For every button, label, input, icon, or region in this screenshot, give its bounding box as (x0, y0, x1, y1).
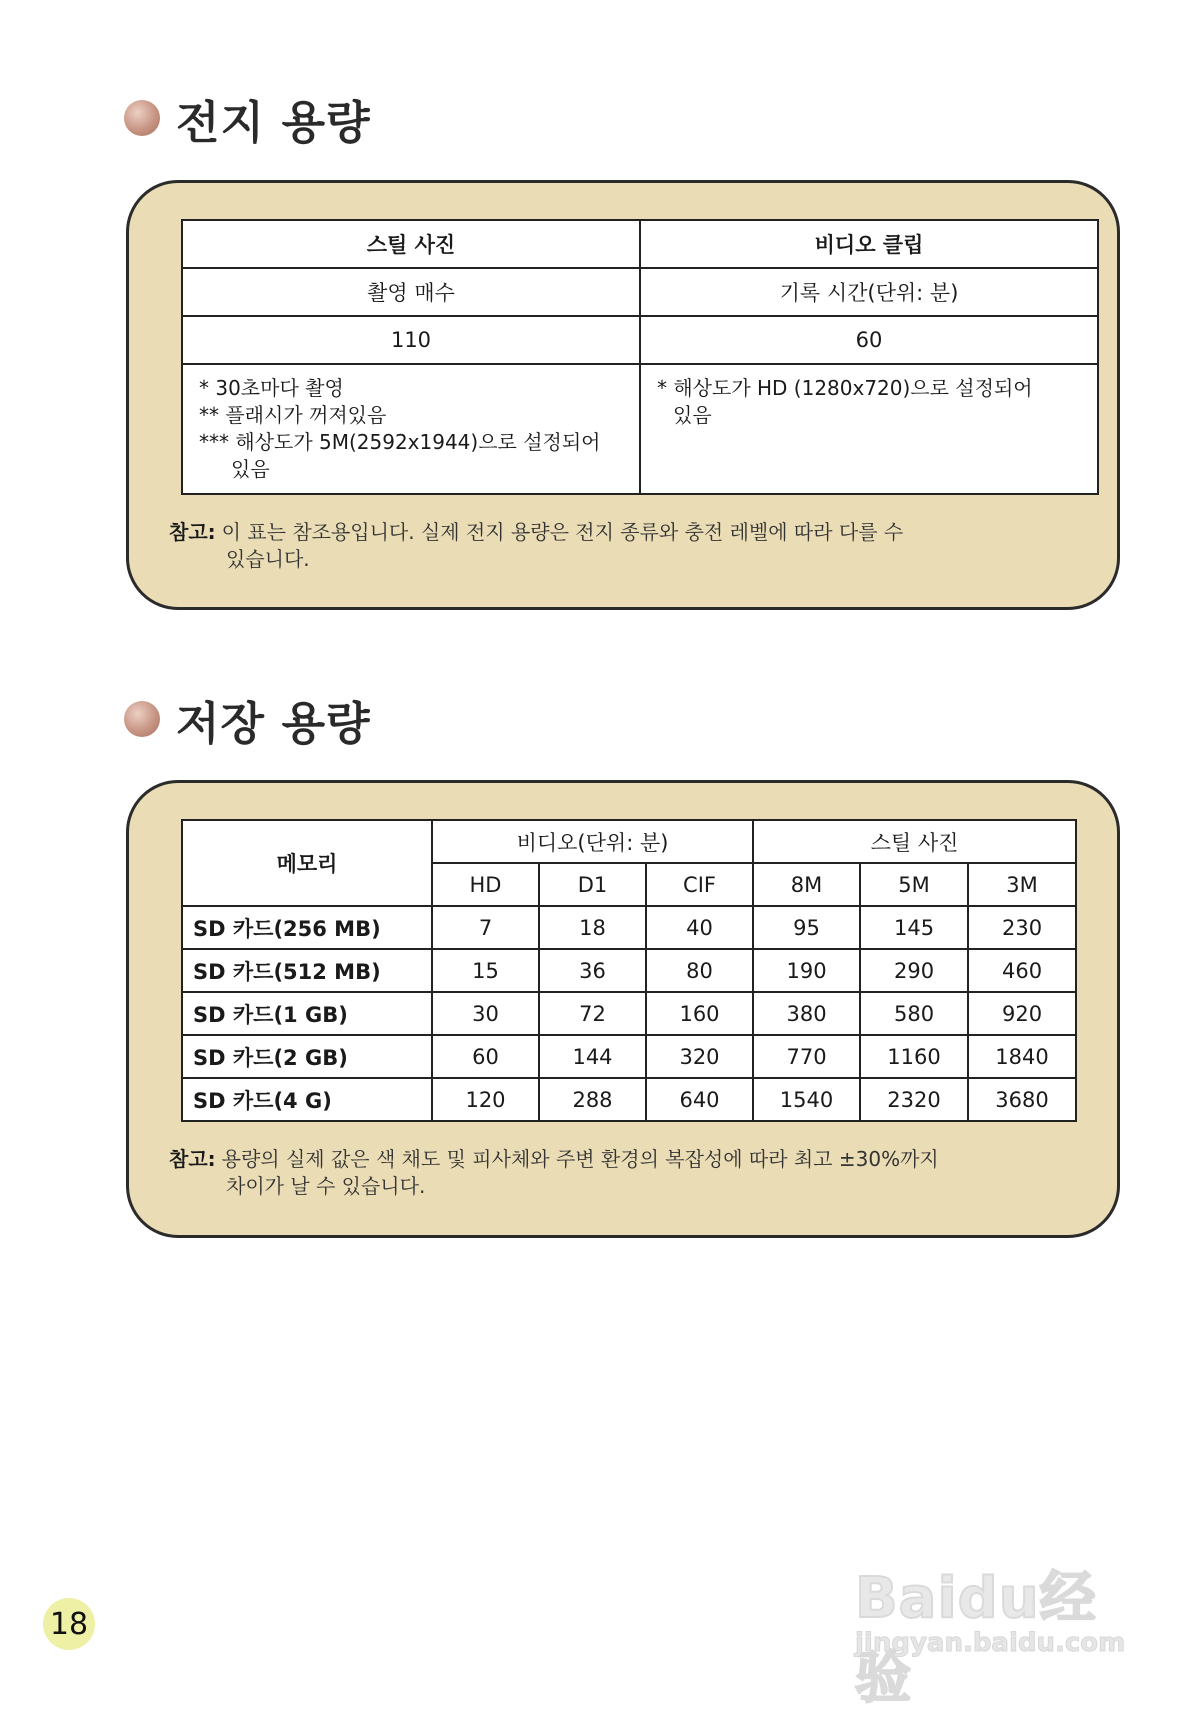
table-cell: 120 (432, 1078, 539, 1121)
table-row (182, 1035, 1076, 1078)
table-cell: 80 (646, 949, 753, 992)
table-cell: 1540 (753, 1078, 860, 1121)
storage-section-heading (124, 684, 371, 754)
table-cell: 460 (968, 949, 1076, 992)
table-cell: 7 (432, 906, 539, 949)
row-label: SD 카드(512 MB) (182, 949, 432, 992)
battery-note-label: 참고: (169, 520, 216, 544)
video-group-header: 비디오(단위: 분) (432, 820, 753, 863)
row-label: SD 카드(1 GB) (182, 992, 432, 1035)
battery-still-notes (182, 364, 640, 494)
column-header-hd: HD (432, 863, 539, 906)
still-note-3: *** 해상도가 5M(2592x1944)으로 설정되어 (199, 430, 601, 454)
table-cell: 40 (646, 906, 753, 949)
row-label: SD 카드(4 G) (182, 1078, 432, 1121)
battery-panel (126, 180, 1120, 610)
still-note-2: ** 플래시가 꺼져있음 (199, 403, 387, 427)
battery-value-still: 110 (182, 316, 640, 364)
column-header-d1: D1 (539, 863, 646, 906)
still-note-1: * 30초마다 촬영 (199, 376, 344, 400)
table-cell: 95 (753, 906, 860, 949)
storage-heading-text: 저장 용량 (176, 696, 371, 750)
battery-note (169, 519, 1069, 573)
battery-header-video: 비디오 클립 (640, 220, 1098, 268)
battery-subheader-video: 기록 시간(단위: 분) (640, 268, 1098, 316)
table-cell: 36 (539, 949, 646, 992)
baidu-watermark-logo (855, 1540, 1135, 1711)
column-header-5m: 5M (860, 863, 968, 906)
table-row (182, 949, 1076, 992)
storage-note-line1: 용량의 실제 값은 색 채도 및 피사체와 주변 환경의 복잡성에 따라 최고 ±30%까지 (221, 1147, 939, 1171)
row-label: SD 카드(256 MB) (182, 906, 432, 949)
table-cell: 1840 (968, 1035, 1076, 1078)
table-cell: 320 (646, 1035, 753, 1078)
page-number: 18 (43, 1598, 95, 1650)
storage-panel (126, 780, 1120, 1238)
storage-note (169, 1146, 1079, 1200)
table-cell: 145 (860, 906, 968, 949)
battery-header-still: 스틸 사진 (182, 220, 640, 268)
table-cell: 2320 (860, 1078, 968, 1121)
table-cell: 1160 (860, 1035, 968, 1078)
video-note-1: * 해상도가 HD (1280x720)으로 설정되어 (657, 376, 1033, 400)
watermark-text: Baidu经验 (855, 1566, 1097, 1711)
battery-video-notes (640, 364, 1098, 494)
storage-note-line2: 차이가 날 수 있습니다. (226, 1174, 426, 1198)
column-header-cif: CIF (646, 863, 753, 906)
table-cell: 380 (753, 992, 860, 1035)
storage-table (181, 819, 1077, 1122)
battery-table (181, 219, 1099, 495)
bullet-icon (124, 100, 160, 136)
still-group-header: 스틸 사진 (753, 820, 1076, 863)
table-cell: 60 (432, 1035, 539, 1078)
table-cell: 230 (968, 906, 1076, 949)
table-cell: 15 (432, 949, 539, 992)
table-row (182, 1078, 1076, 1121)
table-cell: 18 (539, 906, 646, 949)
column-header-8m: 8M (753, 863, 860, 906)
battery-note-line2: 있습니다. (226, 547, 310, 571)
table-cell: 580 (860, 992, 968, 1035)
table-cell: 3680 (968, 1078, 1076, 1121)
battery-value-video: 60 (640, 316, 1098, 364)
still-note-3-cont: 있음 (231, 457, 270, 481)
battery-note-line1: 이 표는 참조용입니다. 실제 전지 용량은 전지 종류와 충전 레벨에 따라 다를 수 (221, 520, 904, 544)
battery-heading-text: 전지 용량 (176, 95, 371, 149)
bullet-icon (124, 701, 160, 737)
table-cell: 190 (753, 949, 860, 992)
table-cell: 770 (753, 1035, 860, 1078)
table-cell: 640 (646, 1078, 753, 1121)
table-cell: 72 (539, 992, 646, 1035)
table-cell: 30 (432, 992, 539, 1035)
table-cell: 290 (860, 949, 968, 992)
table-row (182, 992, 1076, 1035)
video-note-1-cont: 있음 (673, 403, 712, 427)
row-label: SD 카드(2 GB) (182, 1035, 432, 1078)
table-row (182, 906, 1076, 949)
table-cell: 920 (968, 992, 1076, 1035)
battery-section-heading (124, 83, 371, 153)
watermark-url: jingyan.baidu.com (855, 1628, 1126, 1658)
column-header-3m: 3M (968, 863, 1076, 906)
table-cell: 144 (539, 1035, 646, 1078)
table-cell: 160 (646, 992, 753, 1035)
table-cell: 288 (539, 1078, 646, 1121)
battery-subheader-still: 촬영 매수 (182, 268, 640, 316)
memory-header: 메모리 (182, 820, 432, 906)
storage-note-label: 참고: (169, 1147, 216, 1171)
